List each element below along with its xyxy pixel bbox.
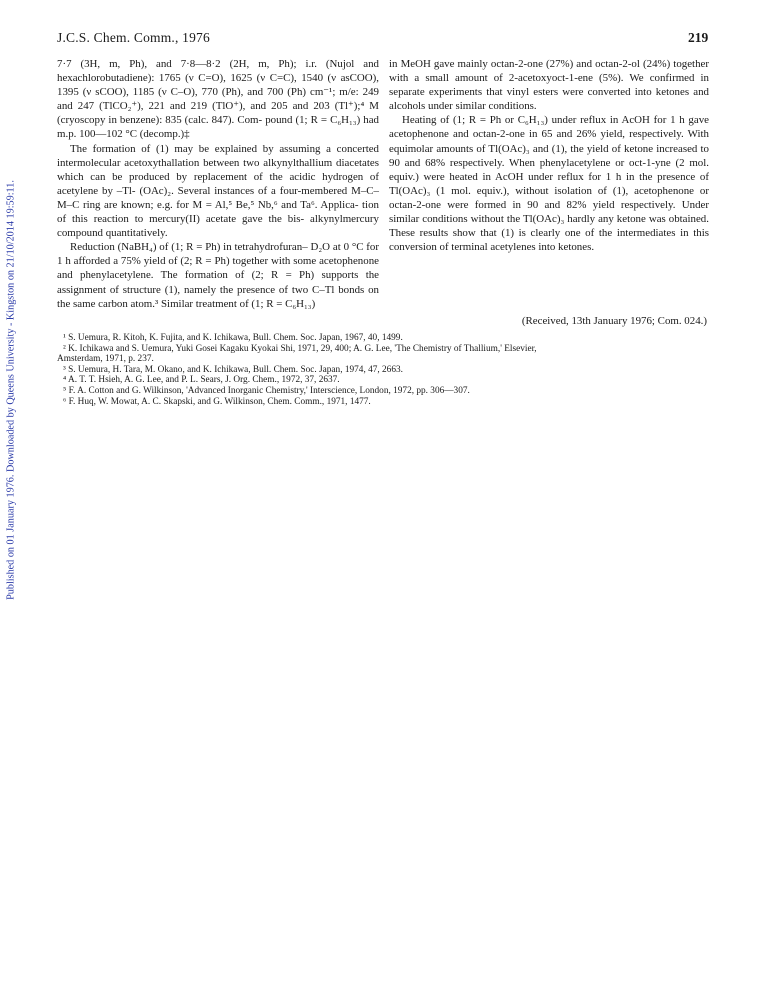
text-line: alkynylmercury compound quantitatively.	[57, 213, 379, 240]
text-line: concerted intermolecular acetoxythallation between two	[57, 142, 379, 169]
text-line: respectively. When phenylacetylene or oct-1-yne (2 mol.	[449, 156, 709, 169]
text-line: same carbon atom.³ Similar treatment of (1; R = C₆H₁₃)	[73, 297, 316, 310]
text-line: (Tl⁺);⁴ M (cryoscopy in benzene): 835 (calc. 847). Com-	[57, 100, 379, 127]
reduction-paragraph	[57, 240, 379, 310]
reference-item: ⁴ A. T. T. Hsieh, A. G. Lee, and P. L. Sears, J. Org. Chem., 1972, 37, 2637.	[63, 375, 340, 386]
reference-item: ³ S. Uemura, H. Tara, M. Okano, and K. Ichikawa, Bull. Chem. Soc. Japan, 1974, 47, 2663.	[63, 364, 403, 375]
heating-paragraph	[389, 113, 709, 254]
text-line: pound (1; R = C₆H₁₃) had m.p. 100—102 °C (decomp.)‡	[57, 114, 379, 141]
text-line: yield, respectively. With equimolar amounts of Tl(OAc)₃	[389, 128, 709, 155]
text-line: alkynylthallium diacetates which can be produced by	[57, 156, 379, 183]
reference-item: ¹ S. Uemura, R. Kitoh, K. Fujita, and K. Ichikawa, Bull. Chem. Soc. Japan, 1967, 40, 1499.	[63, 333, 403, 343]
text-line: 7·7 (3H, m, Ph), and 7·8—8·2 (2H, m, Ph); i.r. (Nujol and	[57, 58, 379, 70]
text-line: D₂O at 0 °C for 1 h afforded a 75% yield of (2; R = Ph)	[57, 241, 379, 268]
reference-item: ⁵ F. A. Cotton and G. Wilkinson, 'Advanced Inorganic Chemistry,' Interscience, London, 1972, pp. 306—307.	[63, 385, 470, 396]
text-line: replacement of the acidic hydrogen of acetylene by –Tl-	[57, 170, 380, 197]
text-line: tion of this reaction to mercury(II) acetate gave the bis-	[57, 198, 379, 226]
spectral-data-paragraph	[57, 57, 379, 142]
text-line: this conversion of terminal acetylenes into ketones.	[389, 227, 709, 254]
text-line: the Tl(OAc)₃ hardly any ketone was obtained. These	[389, 213, 709, 240]
text-line: presence of Tl(OAc)₃ (1 mol. equiv.), without isolation of	[389, 170, 710, 197]
text-line: structure (1), namely the presence of two C–Tl bonds on the	[57, 283, 379, 310]
reference-item: ⁶ F. Huq, W. Mowat, A. C. Skapski, and G. Wilkinson, Chem. Comm., 1971, 1477.	[63, 396, 371, 407]
download-watermark: Published on 01 January 1976. Downloaded by Queens University - Kingston on 21/10/2014 19:59:11.	[5, 180, 17, 600]
text-line: 82% yield respectively. Under similar conditions without	[389, 198, 709, 226]
received-date: (Received, 13th January 1976; Com. 024.)	[521, 315, 707, 327]
reference-item-continuation: Amsterdam, 1971, p. 237.	[57, 354, 154, 365]
text-line: equiv.) were heated in AcOH under reflux for 1 h in the	[389, 170, 653, 183]
text-line: ring are known; e.g. for M = Al,⁵ Be,⁵ Nb,⁶ and Ta⁶. Applica-	[82, 198, 359, 211]
hydrolysis-paragraph	[389, 57, 709, 113]
references-list	[57, 333, 709, 407]
text-line: (OAc)₂. Several instances of a four-membered M–C–M–C	[57, 184, 379, 211]
text-line: hexachlorobutadiene): 1765 (ν C=O), 1625 (ν C=C), 1540 (ν asCOO),	[57, 72, 379, 85]
left-column	[57, 57, 379, 311]
text-line: 1395 (ν sCOO), 1185 (ν C–O), 770 (Ph), and 700 (Ph) cm⁻¹; m/e:	[57, 86, 359, 99]
text-line: results show that (1) is clearly one of the intermediates in	[419, 227, 689, 240]
page-number: 219	[688, 30, 709, 45]
text-line: conditions.	[488, 100, 537, 113]
text-line: esters were converted into ketones and alcohols under similar	[389, 86, 709, 113]
text-line: The formation of (2; R = Ph) supports the assignment of	[57, 269, 380, 296]
text-line: (5%). We confirmed in separate experiments that vinyl	[389, 72, 709, 99]
formation-paragraph	[57, 142, 379, 241]
journal-header: J.C.S. Chem. Comm., 1976	[57, 30, 210, 45]
right-column	[389, 57, 709, 254]
text-line: (1), acetophenone or octan-2-one were formed in 90 and	[389, 184, 709, 211]
text-line: Reduction (NaBH₄) of (1; R = Ph) in tetrahydrofuran–	[70, 241, 308, 254]
text-line: Heating of (1; R = Ph or C₆H₁₃) under reflux in AcOH	[402, 114, 650, 127]
text-line: The formation of (1) may be explained by assuming a	[70, 142, 331, 155]
text-line: in MeOH gave mainly octan-2-one (27%) and octan-2-ol	[389, 58, 640, 70]
text-line: 249 and 247 (TlCO₂⁺), 221 and 219 (TlO⁺), and 205 and 203	[57, 86, 379, 113]
text-line: for 1 h gave acetophenone and octan-2-one in 65 and 26%	[389, 114, 709, 141]
text-line: together with some acetophenone and phenylacetylene.	[57, 255, 379, 282]
text-line: (24%) together with a small amount of 2-acetoxyoct-1-ene	[389, 58, 709, 85]
reference-item: ² K. Ichikawa and S. Uemura, Yuki Gosei Kagaku Kyokai Shi, 1971, 29, 400; A. G. Lee, 'The Chemistry of Thallium,' Elsevier,	[63, 343, 537, 354]
text-line: and (1), the yield of ketone increased to 90 and 68%	[389, 142, 709, 169]
